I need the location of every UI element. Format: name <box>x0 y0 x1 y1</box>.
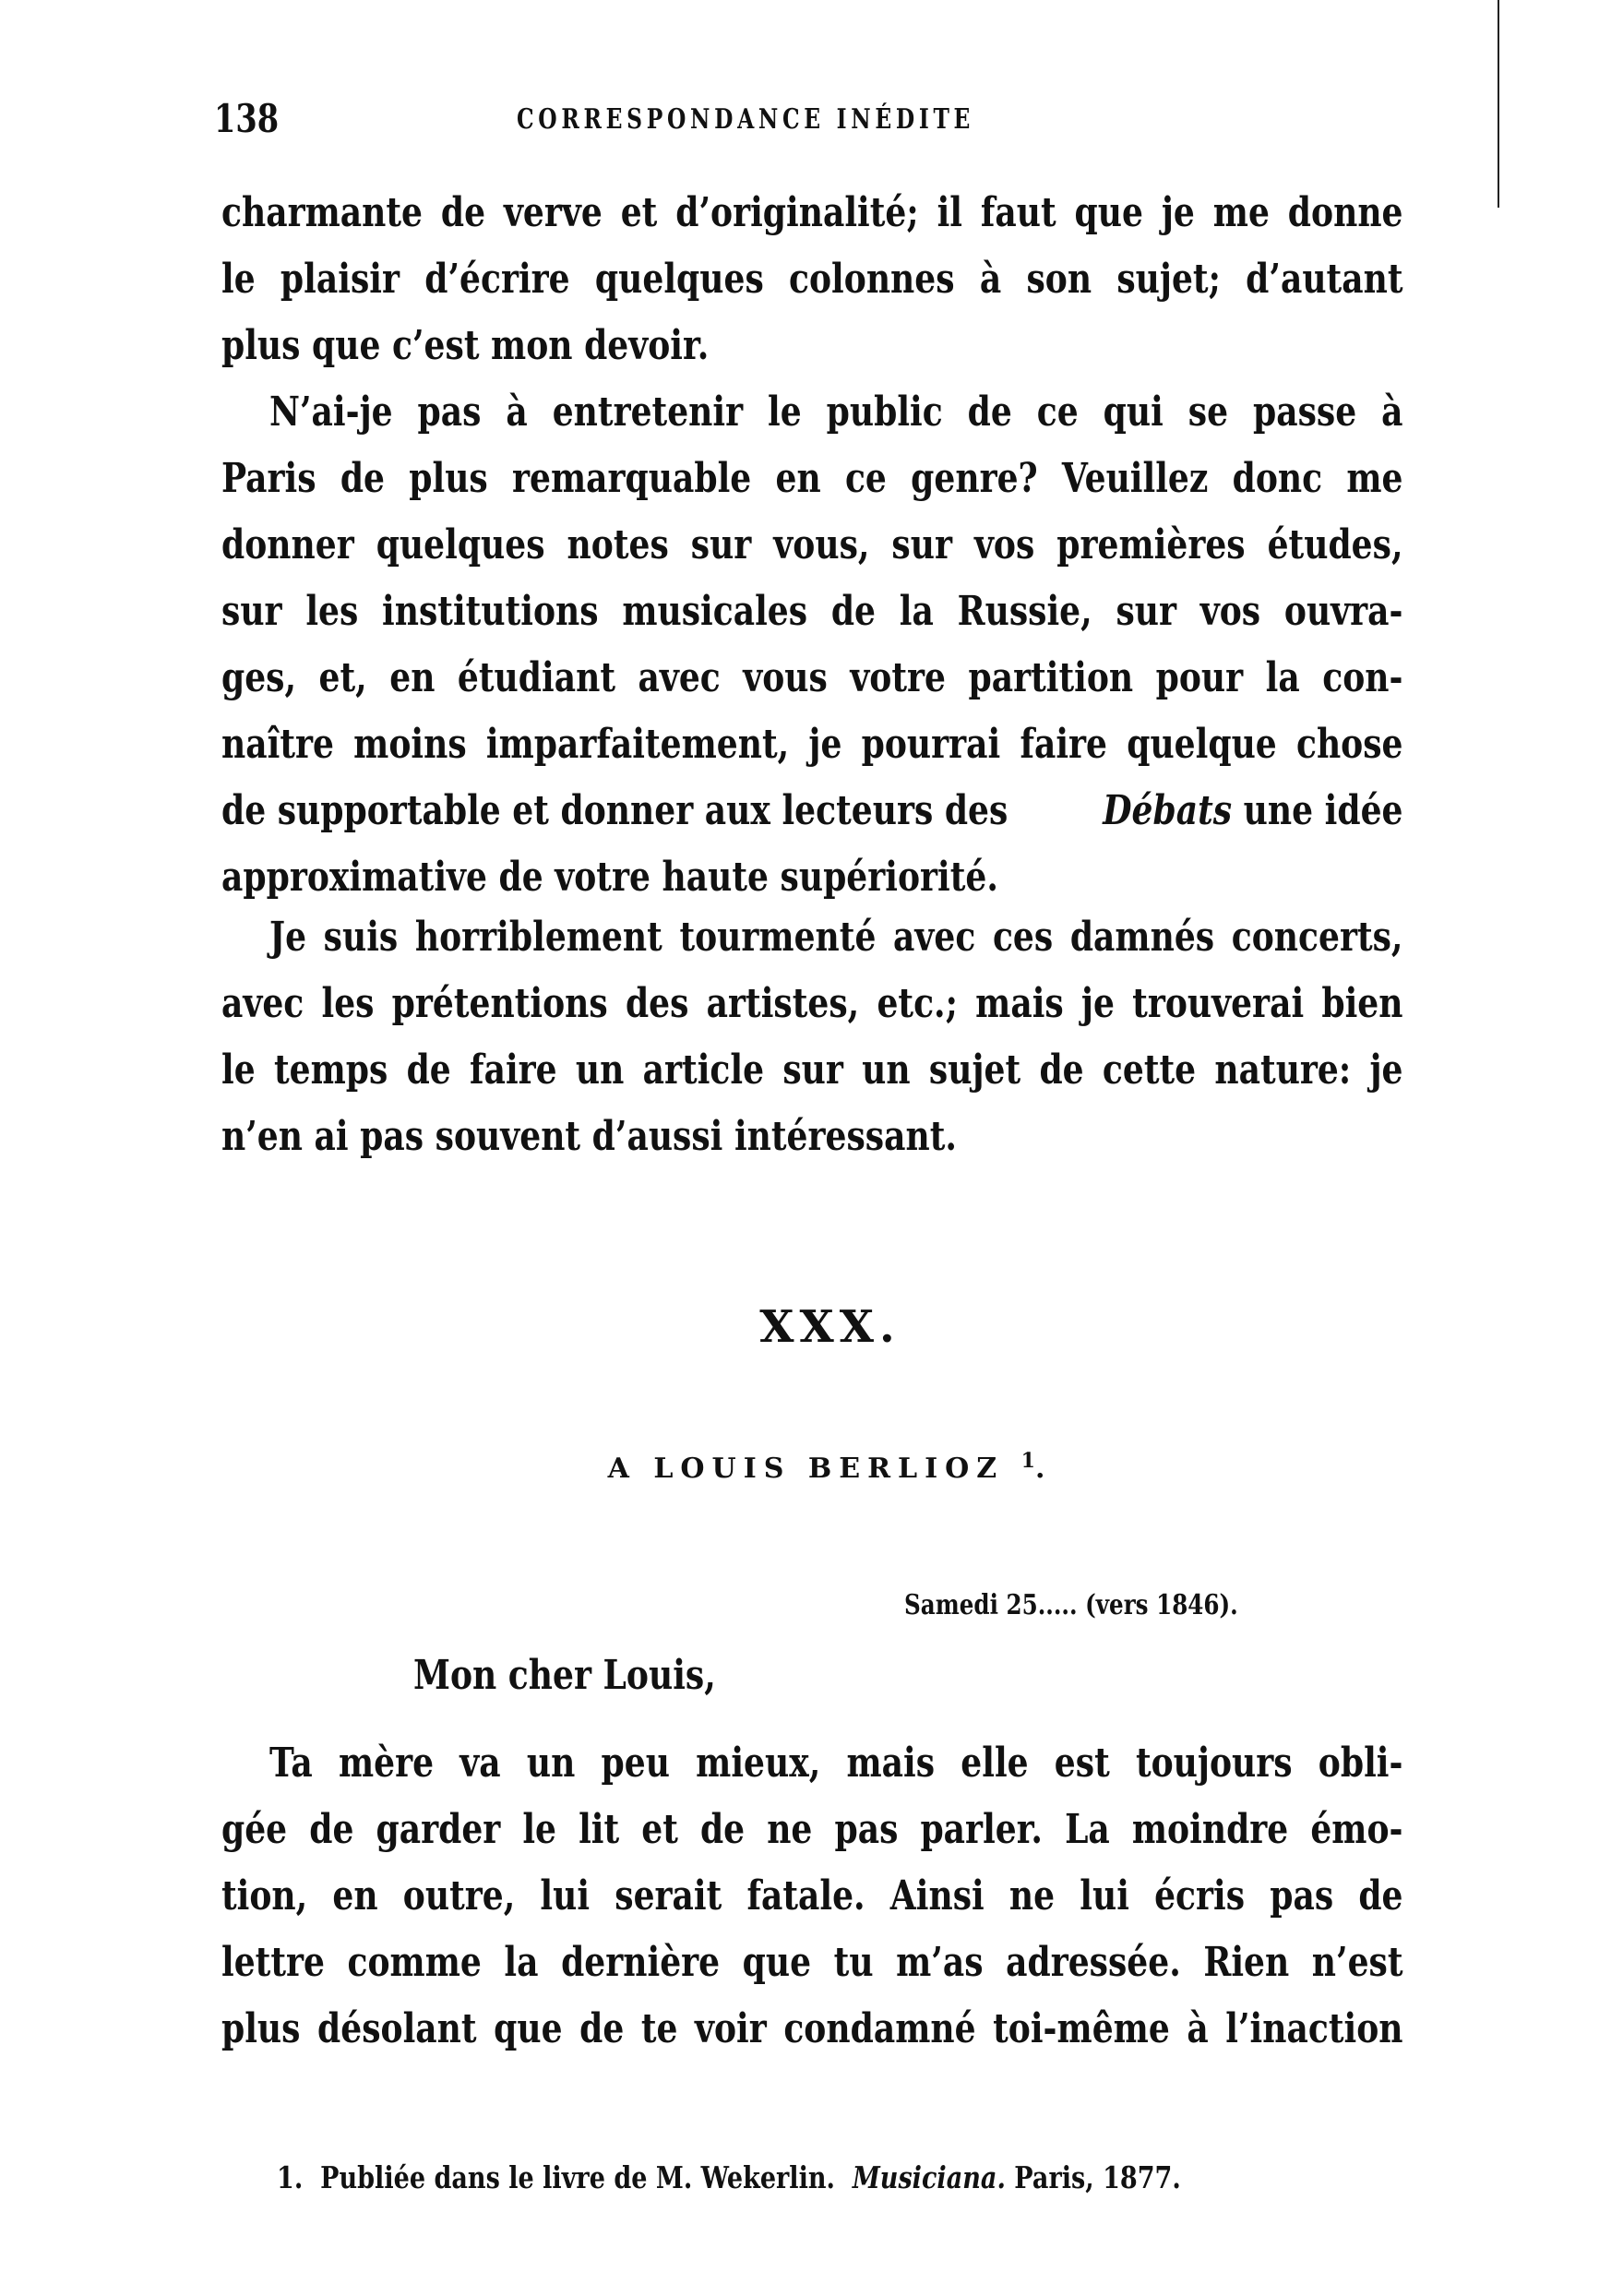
text-line: charmante de verve et d’originalité; il faut que je me donne <box>221 189 1403 236</box>
text-line: le temps de faire un article sur un sujet de cette nature: je <box>221 1046 1403 1094</box>
text-line: naître moins imparfaitement, je pourrai faire quelque chose <box>221 721 1403 768</box>
footnote <box>277 2159 1379 2195</box>
text-line: ges, et, en étudiant avec vous votre partition pour la con- <box>221 654 1403 701</box>
letter-recipient <box>0 1449 1623 1485</box>
text-line: Ta mère va un peu mieux, mais elle est toujours obli- <box>269 1740 1403 1787</box>
text-line: N’ai-je pas à entretenir le public de ce qui se passe à <box>269 389 1403 436</box>
text-line: sur les institutions musicales de la Russie, sur vos ouvra- <box>221 588 1403 635</box>
text-line <box>221 787 1402 834</box>
text-line: approximative de votre haute supériorité. <box>221 854 998 901</box>
italic-title: Débats <box>1103 787 1233 834</box>
text-line: n’en ai pas souvent d’aussi intéressant. <box>221 1113 957 1160</box>
recipient-name: A LOUIS BERLIOZ <box>607 1453 1005 1485</box>
text-line: plus désolant que de te voir condamné toi-même à l’inaction <box>221 2005 1403 2052</box>
text-segment: une idée <box>1243 787 1403 834</box>
footnote-number: 1. <box>277 2159 304 2195</box>
footnote-italic-title: Musiciana. <box>852 2159 1006 2195</box>
footnote-ref[interactable]: 1 <box>1020 1449 1035 1473</box>
text-line: plus que c’est mon devoir. <box>221 322 710 369</box>
letter-date: Samedi 25..... (vers 1846). <box>904 1589 1238 1621</box>
letter-salutation: Mon cher Louis, <box>413 1652 716 1699</box>
page-number: 138 <box>214 96 280 141</box>
footnote-text-end: Paris, 1877. <box>1014 2159 1181 2195</box>
text-line: Je suis horriblement tourmenté avec ces damnés concerts, <box>269 914 1403 961</box>
text-line: le plaisir d’écrire quelques colonnes à son sujet; d’autant <box>221 256 1403 303</box>
recipient-suffix: . <box>1034 1453 1053 1485</box>
text-segment: de supportable et donner aux lecteurs des <box>221 787 1008 834</box>
footnote-text: Publiée dans le livre de M. Wekerlin. <box>320 2159 835 2195</box>
letter-number: XXX. <box>759 1301 901 1353</box>
text-line: Paris de plus remarquable en ce genre? Veuillez donc me <box>221 455 1403 502</box>
running-title: CORRESPONDANCE INÉDITE <box>517 103 975 136</box>
text-line: lettre comme la dernière que tu m’as adressée. Rien n’est <box>221 1939 1403 1986</box>
text-line: gée de garder le lit et de ne pas parler. La moindre émo- <box>221 1806 1403 1853</box>
text-line: tion, en outre, lui serait fatale. Ainsi ne lui écris pas de <box>221 1872 1403 1919</box>
scan-edge-rule <box>1498 0 1499 208</box>
text-line: donner quelques notes sur vous, sur vos premières études, <box>221 521 1403 568</box>
text-line: avec les prétentions des artistes, etc.; mais je trouverai bien <box>221 980 1403 1027</box>
